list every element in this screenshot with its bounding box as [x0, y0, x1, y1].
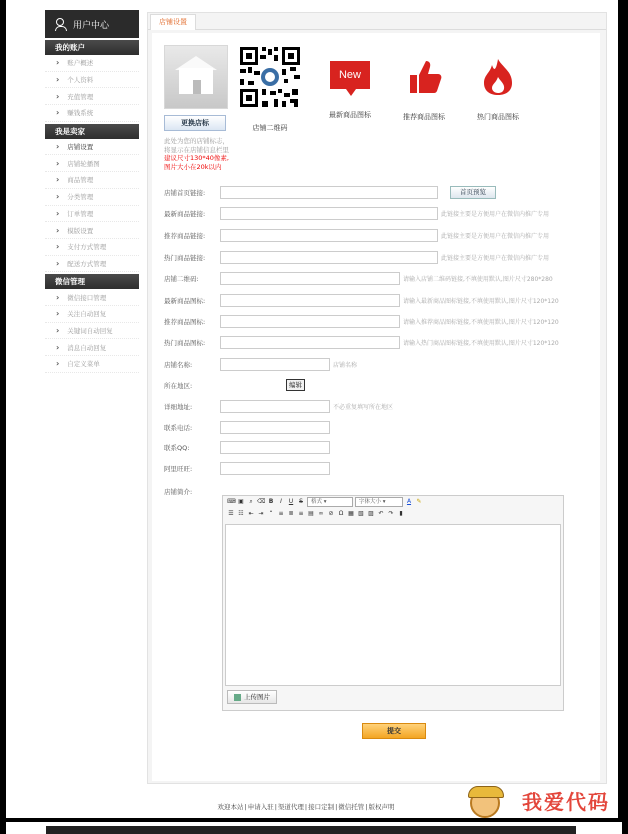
region-edit-button[interactable]: 编辑	[286, 379, 305, 391]
store-name-label: 店铺名称:	[164, 360, 193, 369]
qq-label: 联系QQ:	[164, 443, 190, 452]
hot-link-label: 热门商品链接:	[164, 253, 206, 262]
footer-link[interactable]: 欢迎本站	[217, 803, 244, 811]
hot-icon-row	[164, 335, 559, 349]
html-icon[interactable]: ⌨	[227, 498, 236, 505]
sidebar-item-label: 账户概述	[67, 59, 94, 68]
sidebar-item-label: 模版设置	[67, 226, 94, 235]
hot-icon-note: 请输入热门商品图标链接,不填使用默认,图片尺寸120*120	[403, 339, 559, 347]
align-center-icon[interactable]: ≣	[288, 510, 294, 517]
picture-icon	[234, 694, 241, 701]
footer-link[interactable]: 渠道代理	[277, 803, 304, 811]
hot-link-input[interactable]	[220, 251, 438, 264]
sidebar-item-templates[interactable]	[45, 222, 139, 239]
qr-box	[238, 45, 302, 133]
new-icon-row	[164, 293, 559, 307]
editor-content-area[interactable]	[225, 524, 561, 686]
recommend-icon-label: 推荐商品图标	[403, 113, 445, 121]
sidebar-item-label: 消息自动回复	[67, 343, 107, 352]
hot-icon-label: 热门商品图标	[477, 113, 519, 121]
sidebar-item-label: 自定义菜单	[67, 360, 100, 369]
strikethrough-icon[interactable]: S	[299, 498, 303, 505]
image-icon[interactable]: ▣	[238, 498, 244, 505]
sidebar-item-shipping[interactable]	[45, 256, 139, 273]
wangwang-row	[164, 461, 330, 475]
footer-links: 欢迎本站|申请入驻|渠道代理|接口定制|微信托管|版权声明	[217, 803, 395, 811]
page	[35, 0, 605, 790]
sidebar-item-message-reply[interactable]	[45, 339, 139, 356]
store-name-input[interactable]	[220, 358, 330, 371]
rec-icon-note: 请输入推荐商品图标链接,不填使用默认,图片尺寸120*120	[403, 318, 559, 326]
new-badge-icon	[330, 61, 370, 89]
sidebar-item-label: 关注自动回复	[67, 310, 107, 319]
phone-input[interactable]	[220, 421, 330, 434]
user-center-label: 用户中心	[73, 20, 110, 31]
qr-icon-row	[164, 271, 553, 285]
sidebar-item-payment[interactable]	[45, 239, 139, 256]
address-row	[164, 399, 393, 413]
highlight-icon[interactable]: ✎	[416, 498, 422, 505]
rec-icon-field-label: 推荐商品图标:	[164, 317, 206, 326]
main-panel	[147, 12, 607, 784]
editor-toolbar-row1	[223, 496, 563, 508]
new-link-row	[164, 206, 549, 220]
intro-label: 店铺简介:	[164, 487, 193, 496]
footer-link[interactable]: 申请入驻	[247, 803, 274, 811]
font-color-icon[interactable]: A	[406, 498, 412, 505]
qr-icon-label: 店铺二维码:	[164, 274, 199, 283]
hot-icon-box	[466, 45, 530, 122]
undo-icon[interactable]: ↶	[378, 510, 384, 517]
font-size-select-value: 字体大小	[359, 499, 382, 505]
phone-label: 联系电话:	[164, 423, 193, 432]
flame-icon	[478, 57, 518, 97]
chevron-right-icon: ›	[56, 175, 60, 185]
sidebar-item-label: 个人资料	[67, 76, 94, 85]
hot-link-note: 此链接主要是方便用户在微信内推广专用	[441, 254, 550, 262]
bold-icon[interactable]: B	[268, 498, 274, 505]
brand-watermark: 我爱代码	[522, 790, 610, 814]
format-select[interactable]: 格式 ▾	[307, 497, 353, 507]
chevron-right-icon: ›	[56, 225, 60, 235]
qq-row	[164, 440, 330, 454]
sidebar-item-label: 赚钱系统	[67, 109, 94, 118]
sidebar-item-follow-reply[interactable]	[45, 306, 139, 323]
insert-image-icon[interactable]: ▦	[348, 510, 354, 517]
qr-icon-input[interactable]	[220, 272, 400, 285]
new-link-note: 此链接主要是方便用户在微信内推广专用	[441, 210, 550, 218]
thumbs-up-icon	[404, 57, 444, 97]
user-icon	[55, 18, 67, 30]
mascot-logo	[470, 788, 500, 818]
bottom-strip	[6, 822, 622, 834]
qq-input[interactable]	[220, 441, 330, 454]
icons-row	[164, 45, 584, 145]
sidebar-item-label: 订单管理	[67, 209, 94, 218]
hint-filesize-warning: 图片大小在20k以内	[164, 162, 222, 171]
home-link-label: 店铺首页链接:	[164, 188, 206, 197]
underline-icon[interactable]: U	[288, 498, 294, 505]
rec-icon-row	[164, 314, 559, 328]
qr-label: 店铺二维码	[252, 124, 288, 132]
sidebar-item-orders[interactable]	[45, 206, 139, 223]
unlink-icon[interactable]: ⊘	[328, 510, 334, 517]
hint-line: 此处为您的店铺标志，	[164, 137, 229, 145]
store-logo-image	[164, 45, 228, 109]
chevron-right-icon: ›	[56, 292, 60, 302]
chevron-right-icon: ›	[56, 208, 60, 218]
wangwang-label: 阿里旺旺:	[164, 464, 193, 473]
tab-bar	[148, 13, 606, 30]
chevron-right-icon: ›	[56, 158, 60, 168]
chevron-right-icon: ›	[56, 75, 60, 85]
align-left-icon[interactable]: ≡	[278, 510, 284, 517]
chevron-right-icon: ›	[56, 192, 60, 202]
upload-image-button[interactable]	[227, 690, 277, 704]
sidebar-item-store-settings[interactable]	[45, 139, 139, 156]
hint-line: 将显示在店铺信息栏里	[164, 145, 229, 154]
sidebar-item-label: 关键词自动回复	[67, 326, 113, 335]
new-link-input[interactable]	[220, 207, 438, 220]
find-icon[interactable]: ⌕	[249, 498, 253, 505]
hot-link-row	[164, 250, 549, 264]
footer-link[interactable]: 微信托管	[338, 803, 365, 811]
home-link-input[interactable]	[220, 186, 438, 199]
editor-toolbar-row2	[223, 508, 563, 520]
paste-icon[interactable]: ▧	[358, 510, 364, 517]
sidebar-item-label: 支付方式管理	[67, 243, 107, 252]
redo-icon[interactable]: ↷	[388, 510, 394, 517]
new-icon-note: 请输入最新商品图标链接,不填使用默认,图片尺寸120*120	[403, 297, 559, 305]
house-door	[193, 80, 201, 94]
quote-icon[interactable]: “	[269, 510, 273, 517]
store-name-note: 店铺名称	[333, 361, 358, 369]
paste-word-icon[interactable]: ▨	[368, 510, 374, 517]
chevron-right-icon: ›	[56, 359, 60, 369]
chevron-right-icon: ›	[56, 258, 60, 268]
region-row	[164, 378, 305, 392]
sidebar-item-categories[interactable]	[45, 189, 139, 206]
rec-icon-input[interactable]	[220, 315, 400, 328]
intro-row	[164, 484, 220, 498]
sidebar-item-products[interactable]	[45, 172, 139, 189]
fullscreen-icon[interactable]: ▮	[399, 510, 403, 517]
special-char-icon[interactable]: Ω	[338, 510, 344, 517]
new-badge-text: New	[338, 69, 361, 81]
new-icon-box	[318, 45, 382, 120]
logo-hint	[164, 137, 232, 171]
qr-code-image	[238, 45, 302, 109]
sidebar	[45, 10, 139, 373]
list-ordered-icon[interactable]: ☷	[238, 510, 244, 517]
region-label: 所在地区:	[164, 381, 193, 390]
hot-icon-field-label: 热门商品图标:	[164, 338, 206, 347]
section-seller: 我是卖家	[45, 124, 139, 139]
user-center-header[interactable]	[45, 10, 139, 38]
chevron-right-icon: ›	[56, 58, 60, 68]
chevron-right-icon: ›	[56, 142, 60, 152]
font-size-select[interactable]: 字体大小 ▾	[355, 497, 403, 507]
eraser-icon[interactable]: ⌫	[257, 498, 266, 505]
footer-link[interactable]: 接口定制	[308, 803, 335, 811]
sidebar-item-keyword-reply[interactable]	[45, 323, 139, 340]
new-link-label: 最新商品链接:	[164, 209, 206, 218]
italic-icon[interactable]: I	[280, 498, 282, 505]
sidebar-item-wechat-api[interactable]	[45, 289, 139, 306]
tab-store-settings[interactable]: 店铺设置	[150, 14, 196, 30]
outdent-icon[interactable]: ⇤	[248, 510, 254, 517]
new-icon-field-label: 最新商品图标:	[164, 296, 206, 305]
new-icon-label: 最新商品图标	[329, 111, 371, 119]
chevron-right-icon: ›	[56, 108, 60, 118]
home-preview-button[interactable]: 首页预览	[450, 186, 496, 199]
rec-link-label: 推荐商品链接:	[164, 231, 206, 240]
address-label: 详细地址:	[164, 402, 193, 411]
phone-row	[164, 420, 330, 434]
chevron-right-icon: ›	[56, 309, 60, 319]
chevron-right-icon: ›	[56, 342, 60, 352]
rec-link-note: 此链接主要是方便用户在微信内推广专用	[441, 232, 550, 240]
change-logo-button[interactable]: 更换店标	[164, 115, 226, 131]
sidebar-item-label: 商品管理	[67, 176, 94, 185]
chevron-right-icon: ›	[56, 325, 60, 335]
sidebar-item-label: 分类管理	[67, 193, 94, 202]
rich-text-editor	[222, 495, 564, 711]
sidebar-item-recharge[interactable]	[45, 88, 139, 105]
wangwang-input[interactable]	[220, 462, 330, 475]
new-icon-input[interactable]	[220, 294, 400, 307]
indent-icon[interactable]: ⇥	[258, 510, 264, 517]
hot-icon-input[interactable]	[220, 336, 400, 349]
address-note: 不必重复填写所在地区	[333, 403, 394, 411]
sidebar-item-carousel[interactable]	[45, 155, 139, 172]
justify-icon[interactable]: ▤	[308, 510, 314, 517]
list-unordered-icon[interactable]: ☰	[228, 510, 234, 517]
store-name-row	[164, 357, 357, 371]
section-my-account: 我的账户	[45, 40, 139, 55]
chevron-right-icon: ›	[56, 242, 60, 252]
sidebar-item-account-overview[interactable]	[45, 55, 139, 72]
sidebar-item-label: 店铺设置	[67, 143, 94, 152]
footer-link[interactable]: 版权声明	[368, 803, 395, 811]
sidebar-item-label: 充值管理	[67, 92, 94, 101]
qr-code-icon	[238, 45, 302, 109]
rec-link-input[interactable]	[220, 229, 438, 242]
qr-icon-note: 请输入店铺二维码链接,不填使用默认,图片尺寸280*280	[403, 275, 553, 283]
content-area	[152, 33, 600, 781]
sidebar-item-label: 配送方式管理	[67, 259, 107, 268]
submit-button[interactable]: 提交	[362, 723, 426, 739]
chevron-right-icon: ›	[56, 91, 60, 101]
sidebar-item-label: 店铺轮播图	[67, 159, 100, 168]
sidebar-item-label: 微信接口管理	[67, 293, 107, 302]
hint-size-warning: 建议尺寸130*40像素,	[164, 154, 229, 162]
sidebar-item-profile[interactable]	[45, 72, 139, 89]
store-logo-box	[164, 45, 228, 131]
sidebar-item-earning[interactable]	[45, 105, 139, 122]
home-link-row	[164, 185, 496, 199]
address-input[interactable]	[220, 400, 330, 413]
upload-image-label: 上传图片	[244, 693, 270, 701]
sidebar-item-custom-menu[interactable]	[45, 356, 139, 373]
format-select-value: 格式	[311, 499, 323, 505]
recommend-icon-box	[392, 45, 456, 122]
rec-link-row	[164, 228, 549, 242]
section-wechat: 微信管理	[45, 274, 139, 289]
link-icon[interactable]: ∞	[318, 510, 324, 517]
align-right-icon[interactable]: ≡	[298, 510, 304, 517]
